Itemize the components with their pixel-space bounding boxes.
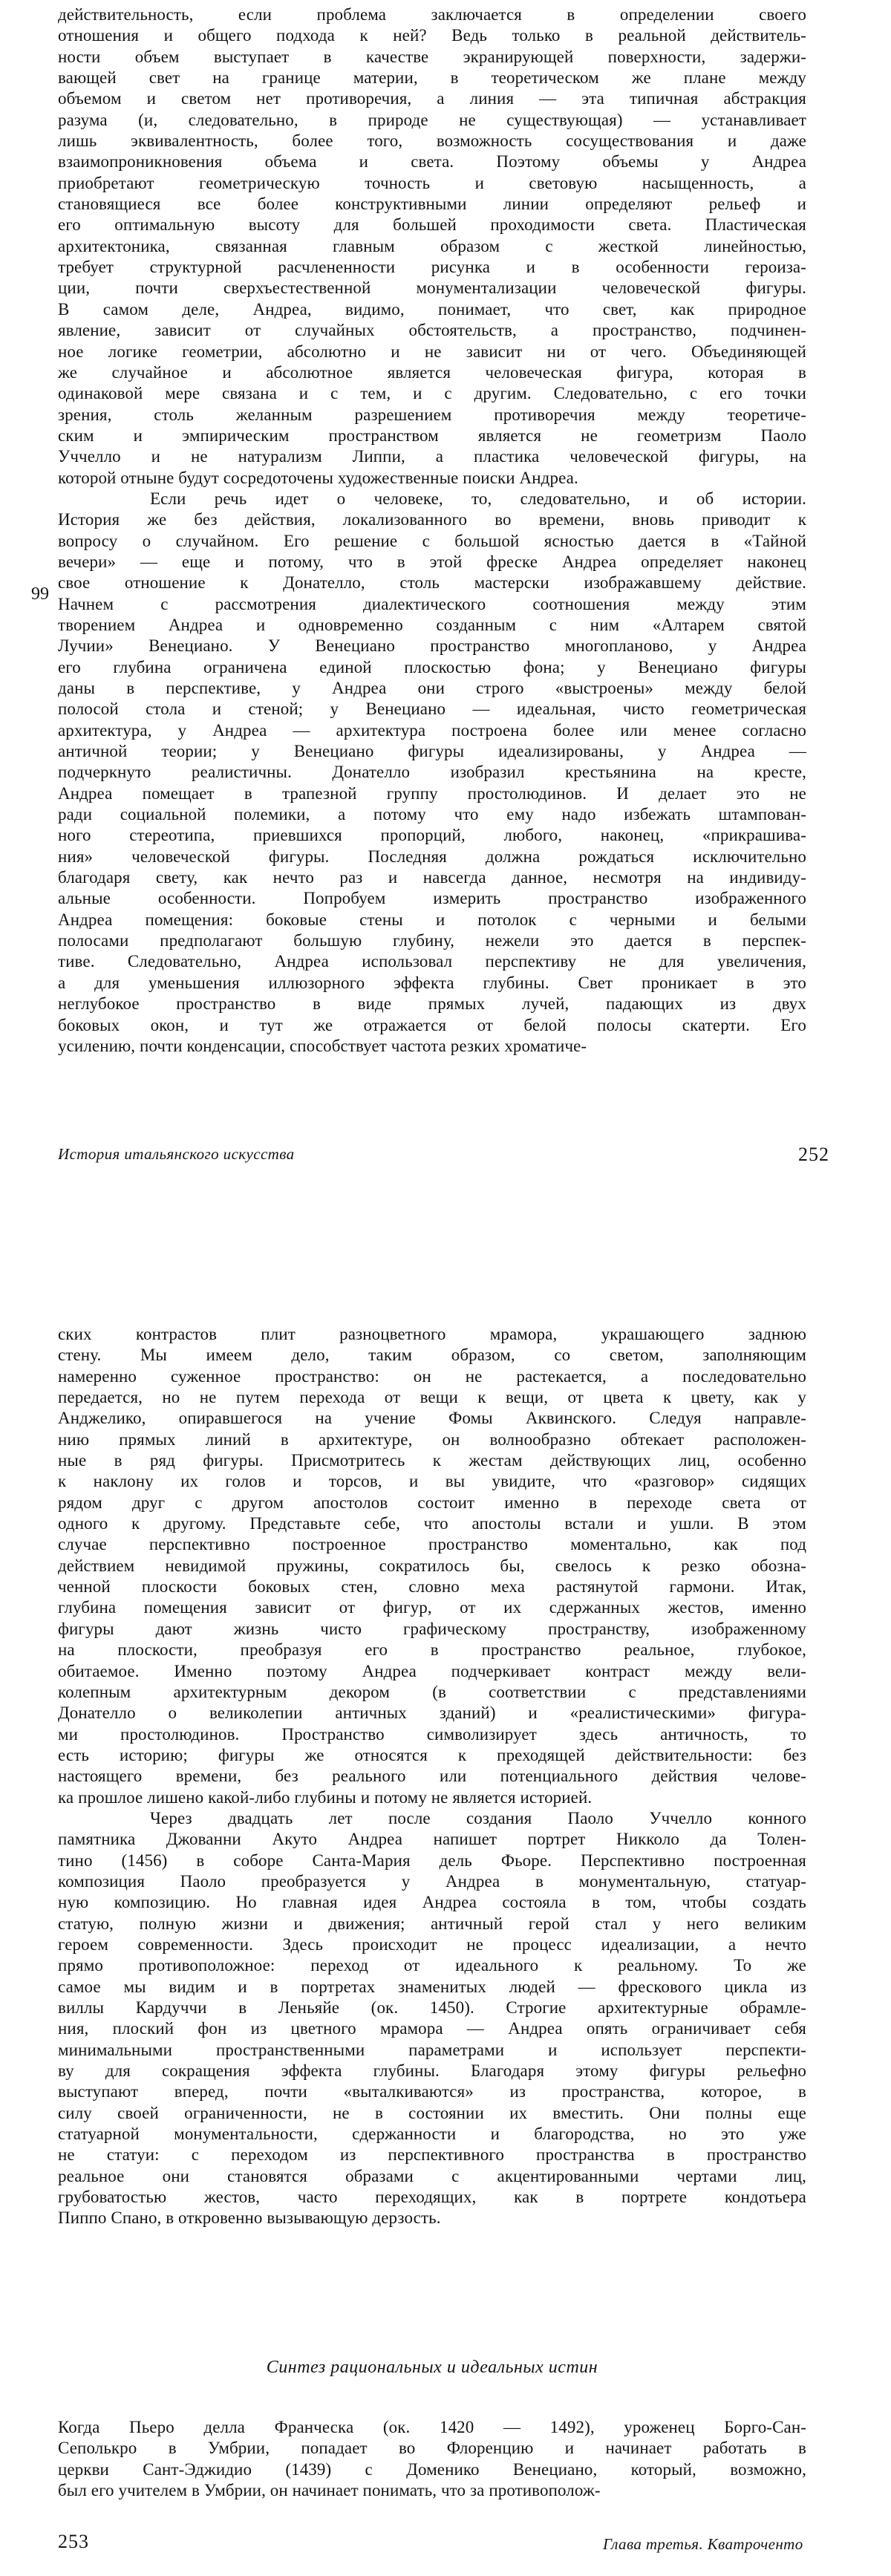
text-line: ским и эмпирическим пространством является не геометризм Паоло [58, 425, 806, 445]
text-line: явление, зависит от случайных обстоятельств, а пространство, подчинен- [58, 321, 806, 340]
text-line: Андреа помещения: боковые стены и потолок с черными и белыми [58, 910, 806, 929]
text-line: есть историю; фигуры же относятся к преходящей действительности: без [58, 1745, 806, 1764]
text-line: действительность, если проблема заключается в определении своего [58, 5, 806, 24]
text-line: Андреа помещает в трапезной группу простолюдинов. И делает это не [58, 783, 806, 803]
text-line: свое отношение к Донателло, столь мастерски изображавшему действие. [58, 573, 806, 593]
text-line: одинаковой мере связана и с тем, и с другим. Следовательно, с его точки [58, 384, 806, 403]
text-line: ских контрастов плит разноцветного мрамора, украшающего заднюю [58, 1325, 806, 1343]
text-line: его глубина ограничена единой плоскостью фона; у Венециано фигуры [58, 657, 806, 676]
text-line: героем современности. Здесь происходит не процесс идеализации, а нечто [58, 1934, 806, 1954]
text-line: реальное они становятся образами с акцентированными чертами лиц, [58, 2166, 806, 2185]
text-line: виллы Кардуччи в Леньяйе (ок. 1450). Строгие архитектурные обрамле- [58, 1998, 806, 2017]
text-line: отношения и общего подхода к ней? Ведь только в реальной действитель- [58, 26, 806, 45]
text-line: рядом друг с другом апостолов состоит именно в переходе света от [58, 1493, 806, 1512]
text-line: тино (1456) в соборе Санта-Мария дель Фьоре. Перспективно построенная [58, 1851, 806, 1870]
body-text-upper [58, 4, 806, 1057]
text-line: полосой стола и стеной; у Венециано — идеальная, чисто геометрическая [58, 700, 806, 719]
section-body-text [58, 2417, 806, 2501]
text-line: даны в перспективе, у Андреа они строго «выстроены» между белой [58, 679, 806, 697]
text-line: разума (и, следовательно, в природе не существующая) — устанавливает [58, 110, 806, 129]
text-line: Когда Пьеро делла Франческа (ок. 1420 — 1492), уроженец Борго-Сан- [58, 2418, 806, 2436]
text-line: взаимопроникновения объема и света. Поэтому объемы у Андреа [58, 152, 806, 172]
text-line: силу своей ограниченности, не в состоянии их вместить. Они полны еще [58, 2103, 806, 2122]
text-line: вопросу о случайном. Его решение с большой ясностью дается в «Тайной [58, 531, 806, 550]
text-line: полосами предполагают большую глубину, нежели это дается в перспек- [58, 931, 806, 950]
text-line: одного к другому. Представьте себе, что апостолы встали и ушли. В этом [58, 1514, 806, 1533]
text-line: становящиеся все более конструктивными линии определяют рельеф и [58, 195, 806, 214]
page-number: 252 [798, 1144, 829, 1165]
text-line: требует структурной расчлененности рисунка и в особенности героиза- [58, 258, 806, 277]
text-line: обитаемое. Именно поэтому Андреа подчеркивает контраст между вели- [58, 1661, 806, 1680]
text-line: церкви Сант-Эджидио (1439) с Доменико Венециано, который, возможно, [58, 2459, 806, 2479]
text-line: не статуи: с переходом из перспективного пространства в пространство [58, 2145, 806, 2165]
text-line: действием невидимой пружины, сократилось бы, свелось к резко обозна- [58, 1556, 806, 1575]
text-line: неглубокое пространство в виде прямых лучей, падающих из двух [58, 994, 806, 1014]
text-line: передается, но не путем перехода от вещи к вещи, от цвета к цвету, как у [58, 1388, 806, 1407]
text-line: вающей свет на границе материи, в теоретическом же плане между [58, 68, 806, 88]
text-line: стену. Мы имеем дело, таким образом, со светом, заполняющим [58, 1346, 806, 1365]
text-line: статуарной монументальности, сдержанности и благородства, но это уже [58, 2125, 806, 2144]
text-line: случае перспективно построенное пространство моментально, как под [58, 1535, 806, 1554]
text-line: ву для сокращения эффекта глубины. Благодаря этому фигуры рельефно [58, 2061, 806, 2081]
text-line: Анджелико, опиравшегося на учение Фомы Аквинского. Следуя направле- [58, 1409, 806, 1428]
text-line: альные особенности. Попробуем измерить пространство изображенного [58, 889, 806, 908]
text-line: архитектоника, связанная главным образом с жесткой линейностью, [58, 236, 806, 255]
text-line: ради социальной полемики, а потому что ему надо избежать штампован- [58, 805, 806, 824]
text-line: которой отныне будут сосредоточены художественные поиски Андреа. [58, 468, 578, 487]
text-line: ми простолюдинов. Пространство символизирует здесь античность, то [58, 1724, 806, 1744]
text-line: ное логике геометрии, абсолютно и не зависит ни от чего. Объединяющей [58, 342, 806, 361]
text-line: выступают вперед, почти «выталкиваются» из пространства, которое, в [58, 2082, 806, 2101]
text-line: фигуры дают жизнь чисто графическому пространству, изображенному [58, 1619, 806, 1638]
running-footer-title: История итальянского искусства [58, 1145, 295, 1163]
text-line: благодаря свету, как нечто раз и навсегда данное, несмотря на индивиду- [58, 868, 806, 887]
text-line: Если речь идет о человеке, то, следовательно, и об истории. [150, 489, 806, 508]
text-line: памятника Джованни Акуто Андреа напишет портрет Никколо да Толен- [58, 1830, 806, 1849]
text-line: ную композицию. Но главная идея Андреа состояла в том, чтобы создать [58, 1893, 806, 1912]
text-line: творением Андреа и одновременно созданным с ним «Алтарем святой [58, 615, 806, 634]
text-line: нию прямых линий в архитектуре, он волнообразно обтекает расположен- [58, 1429, 806, 1449]
text-line: приобретают геометрическую точность и световую насыщенность, а [58, 173, 806, 192]
text-line: глубина помещения зависит от фигур, от их сдержанных жестов, именно [58, 1598, 806, 1617]
text-line: зрения, столь желанным разрешением противоречия между теоретиче- [58, 405, 806, 424]
text-line: к наклону их голов и торсов, и вы увидите, что «разговор» сидящих [58, 1472, 806, 1491]
text-line: Сеполькро в Умбрии, попадает во Флоренцию и начинает работать в [58, 2439, 806, 2458]
margin-plate-number: 99 [31, 584, 49, 604]
text-line: История же без действия, локализованного во времени, вновь приводит к [58, 510, 806, 529]
text-line: Пиппо Спано, в откровенно вызывающую дерзость. [58, 2208, 441, 2228]
section-heading: Синтез рациональных и идеальных истин [266, 2358, 598, 2377]
text-line: Донателло о великолепии античных зданий) и «реалистическими» фигура- [58, 1703, 806, 1723]
text-line: а для уменьшения иллюзорного эффекта глубины. Свет проникает в это [58, 973, 806, 992]
text-line: же случайное и абсолютное является человеческая фигура, которая в [58, 362, 806, 382]
text-line: грубоватостью жестов, часто переходящих, как в портрете кондотьера [58, 2188, 806, 2207]
text-line: Через двадцать лет после создания Паоло Уччелло конного [150, 1808, 806, 1827]
text-line: подчеркнуто реалистичны. Донателло изобразил крестьянина на кресте, [58, 763, 806, 782]
text-line: ния, плоский фон из цветного мрамора — Андреа опять ограничивает себя [58, 2019, 806, 2038]
text-line: боковых окон, и тут же отражается от белой полосы скатерти. Его [58, 1015, 806, 1034]
text-line: В самом деле, Андреа, видимо, понимает, что свет, как природное [58, 299, 806, 319]
text-line: его оптимальную высоту для большей проходимости света. Пластическая [58, 215, 806, 235]
text-line: ные в ряд фигуры. Присмотритесь к жестам действующих лиц, особенно [58, 1451, 806, 1470]
text-line: настоящего времени, без реального или потенциального действия челове- [58, 1767, 806, 1786]
body-text-lower [58, 1324, 806, 2229]
text-line: ка прошлое лишено какой-либо глубины и потому не является историей. [58, 1787, 593, 1807]
text-line: ния» человеческой фигуры. Последняя должна рождаться исключительно [58, 847, 806, 866]
text-line: был его учителем в Умбрии, он начинает понимать, что за противополож- [58, 2481, 601, 2500]
text-line: ного стереотипа, приевшихся пропорций, любого, наконец, «прикрашива- [58, 826, 806, 845]
running-footer-chapter: Глава третья. Кватроченто [603, 2535, 803, 2553]
text-line: античной теории; у Венециано фигуры идеализированы, у Андреа — [58, 742, 806, 761]
text-line: колепным архитектурным декором (в соответствии с представлениями [58, 1682, 806, 1701]
text-line: композиция Паоло преобразуется у Андреа в монументальную, статуар- [58, 1871, 806, 1891]
text-line: объемом и светом нет противоречия, а линия — эта типичная абстракция [58, 89, 806, 108]
text-line: прямо противоположное: переход от идеального к реальному. То же [58, 1956, 806, 1975]
text-line: лишь эквивалентность, более того, возможность сосуществования и даже [58, 131, 806, 151]
text-line: вечери» — еще и потому, что в этой фреске Андреа определяет наконец [58, 552, 806, 571]
text-line: статую, полную жизни и движения; античный герой стал у него великим [58, 1914, 806, 1933]
text-line: самое мы видим и в портретах знаменитых людей — фрескового цикла из [58, 1977, 806, 1996]
text-line: архитектура, у Андреа — архитектура построена более или менее согласно [58, 720, 806, 740]
text-line: ности объем выступает в качестве экранирующей поверхности, задержи- [58, 47, 806, 66]
page-number: 253 [58, 2531, 89, 2552]
text-line: Лучии» Венециано. У Венециано пространство многопланово, у Андреа [58, 636, 806, 656]
text-line: на плоскости, преобразуя его в пространство реальное, глубокое, [58, 1640, 806, 1660]
text-line: ции, почти сверхъестественной монументализации человеческой фигуры. [58, 278, 806, 298]
text-line: усилению, почти конденсации, способствует частота резких хроматиче- [58, 1036, 587, 1055]
text-line: тиве. Следовательно, Андреа использовал перспективу не для увеличения, [58, 952, 806, 971]
text-line: Начнем с рассмотрения диалектического соотношения между этим [58, 594, 806, 613]
page-253 [0, 1296, 891, 2576]
text-line: намеренно суженное пространство: он не растекается, а последовательно [58, 1366, 806, 1386]
text-line: минимальными пространственными параметрами и использует перспекти- [58, 2040, 806, 2059]
text-line: ченной плоскости боковых стен, словно меха растянутой гармони. Итак, [58, 1577, 806, 1597]
text-line: Уччелло и не натурализм Липпи, а пластика человеческой фигуры, на [58, 447, 806, 466]
